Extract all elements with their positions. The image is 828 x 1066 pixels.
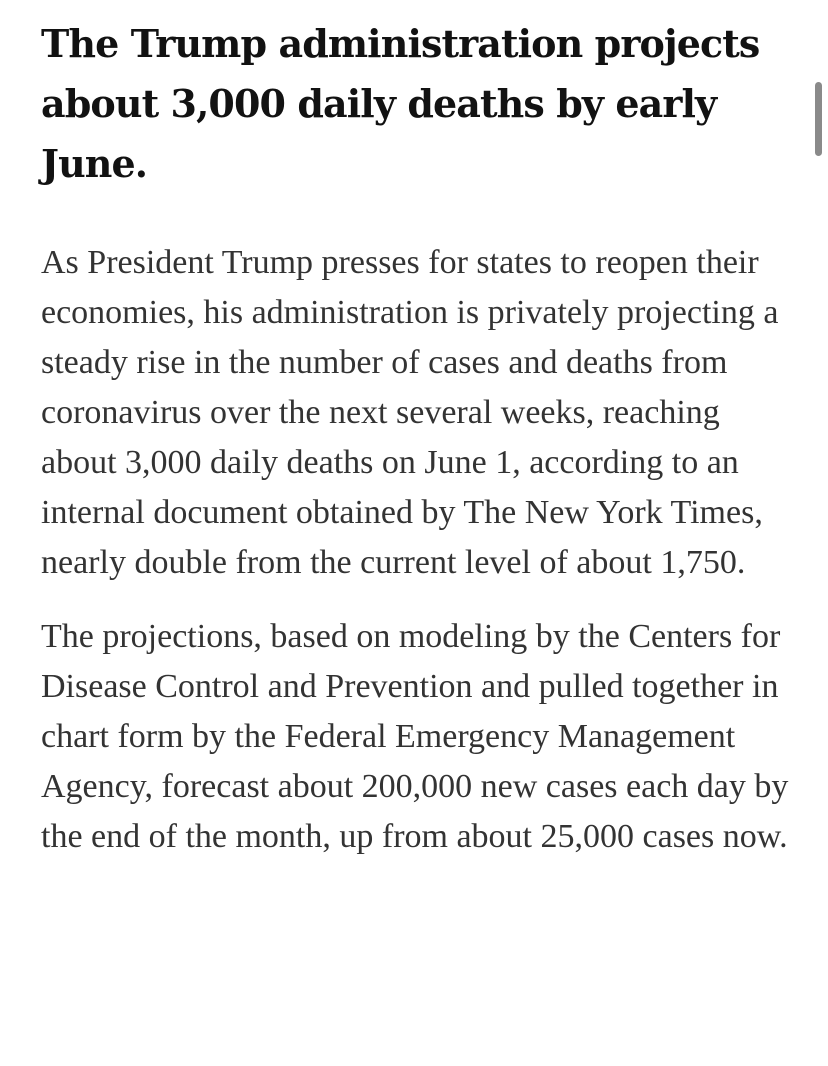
article-paragraph: As President Trump presses for states to reopen their economies, his administration is privately projecting a steady rise in the number of cases and deaths from coronavirus over the next several weeks, reaching about 3,000 daily deaths on June 1, according to an internal document obtained by The New York Times, nearly double from the current level of about 1,750. <box>41 244 779 581</box>
article-paragraph: The projections, based on modeling by the Centers for Disease Control and Prevention and pulled together in chart form by the Federal Emergency Management Agency, forecast about 200,000 new cases each day by the end of the month, up from about 25,000 cases now. <box>41 618 789 855</box>
scrollbar-thumb[interactable] <box>815 82 822 156</box>
article-headline: The Trump administration projects about 3,000 daily deaths by early June. <box>41 21 760 186</box>
article <box>41 14 793 862</box>
